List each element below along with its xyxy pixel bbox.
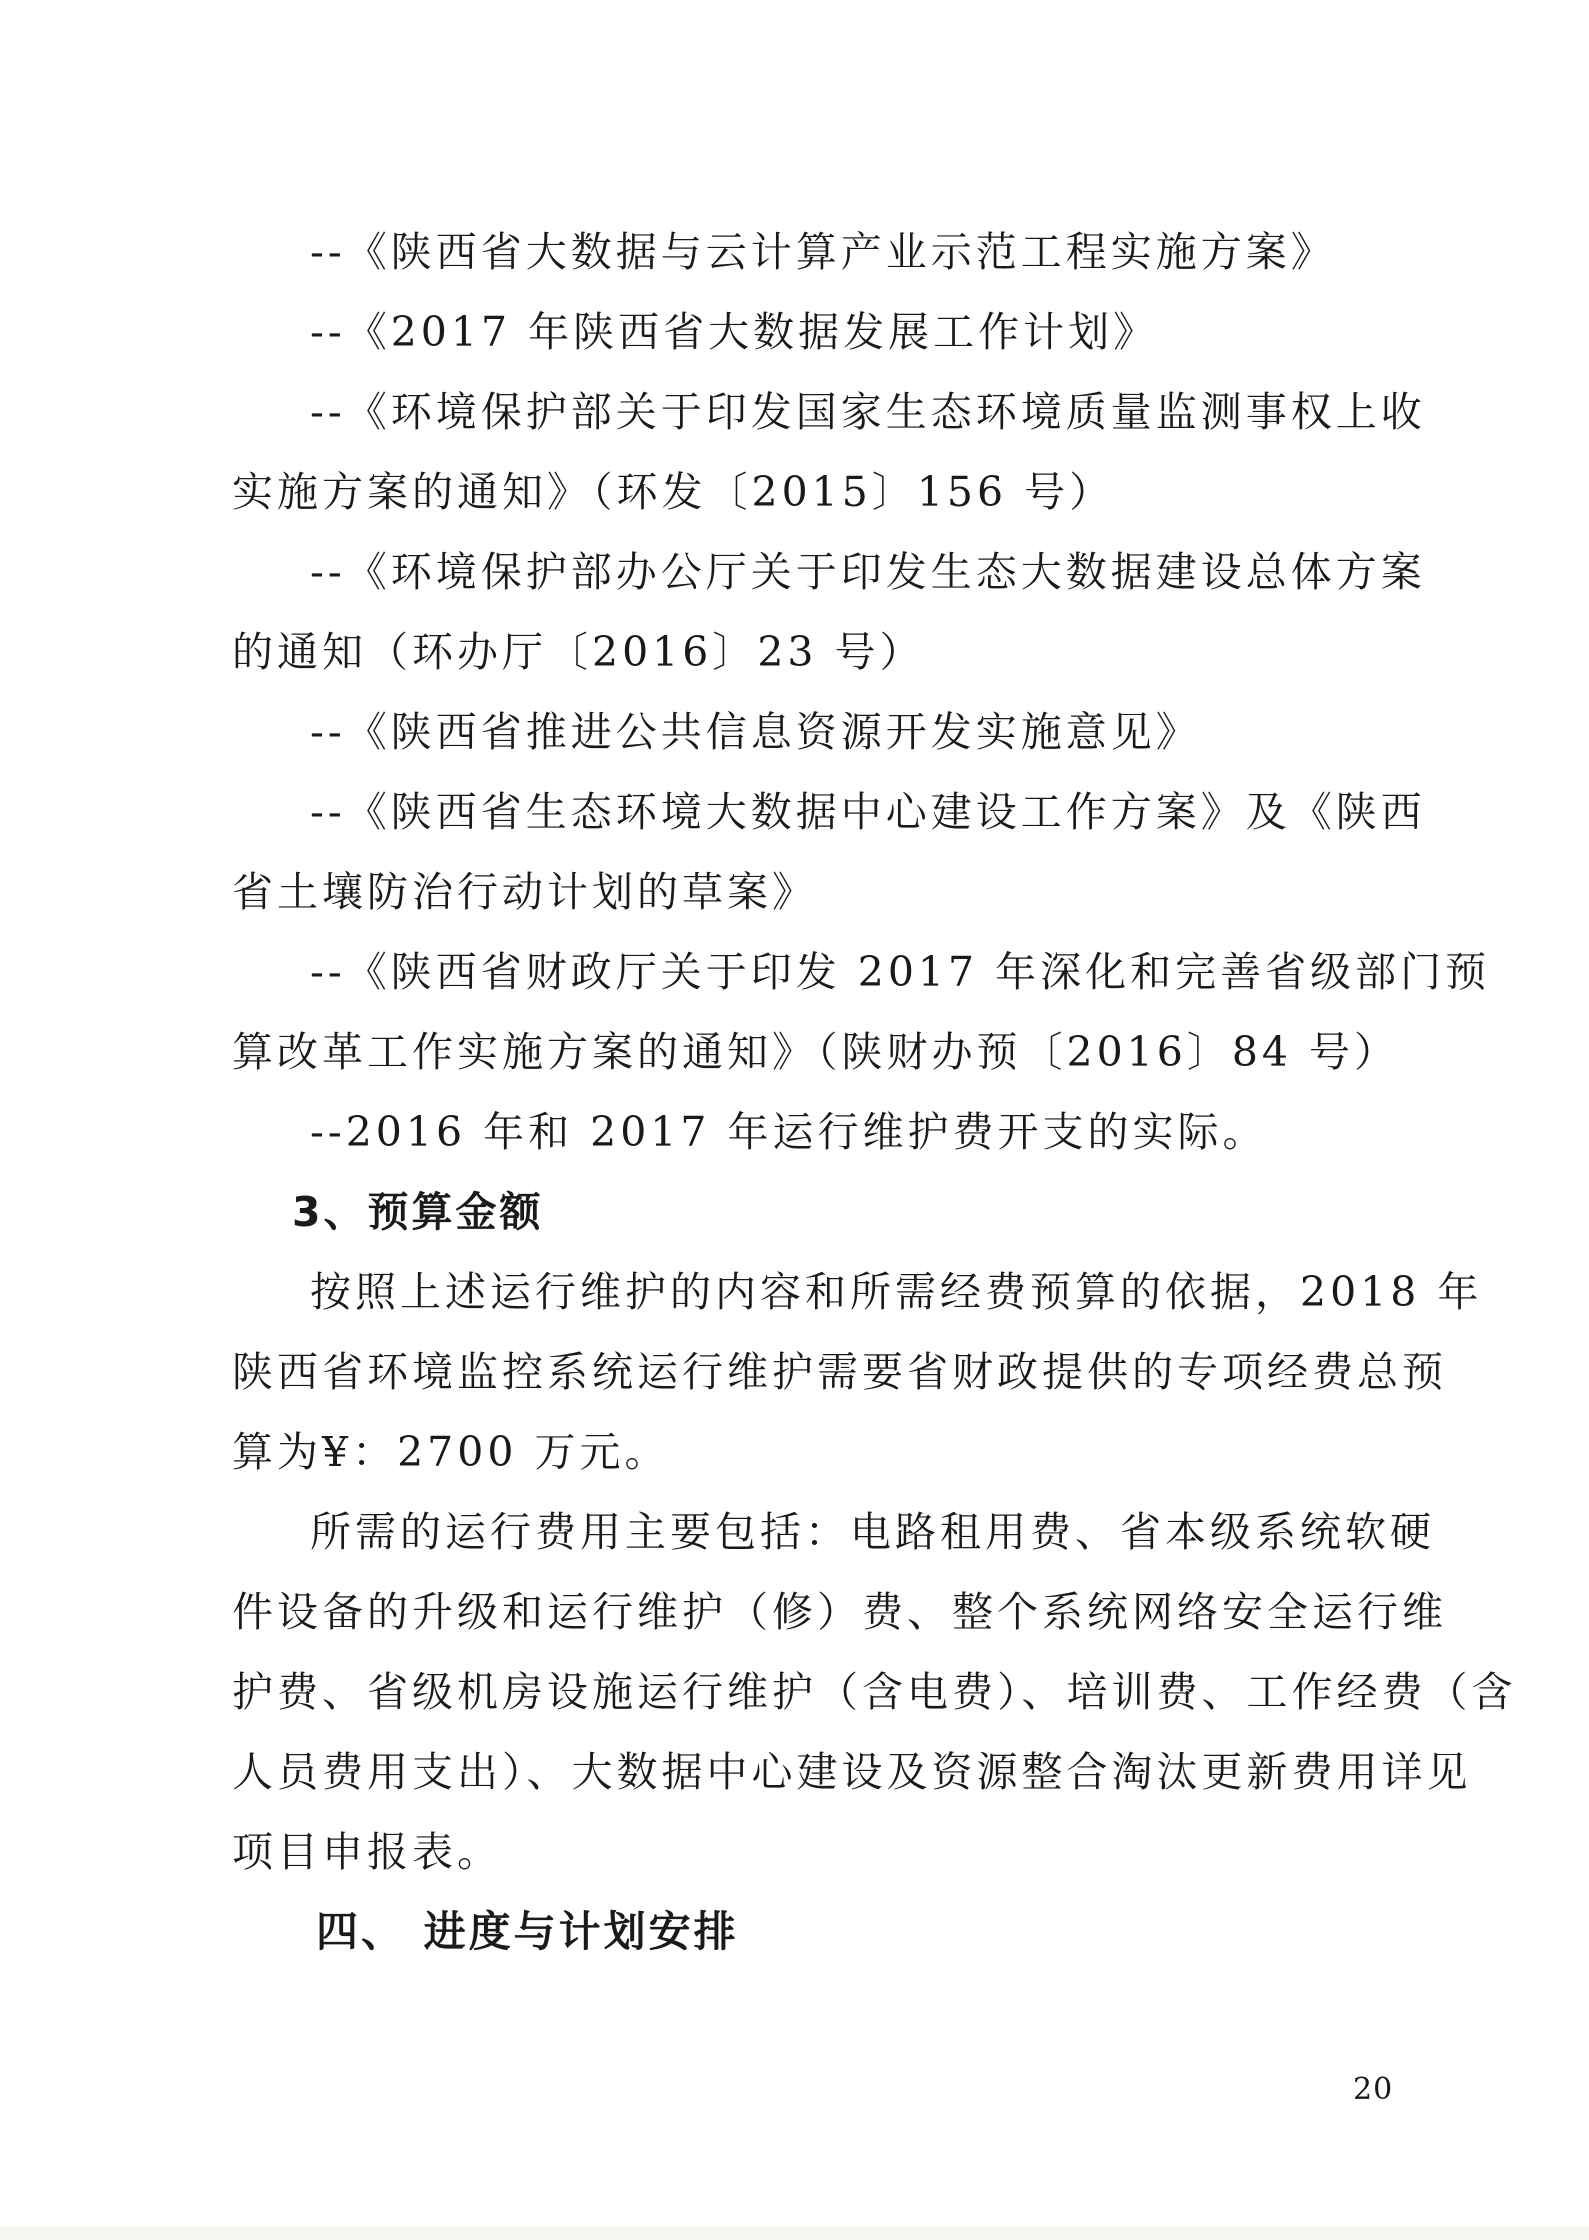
reference-line: --《陕西省财政厅关于印发 2017 年深化和完善省级部门预 <box>310 948 1491 996</box>
paragraph-line: 项目申报表。 <box>232 1828 502 1876</box>
chapter-heading: 四、 进度与计划安排 <box>316 1907 739 1956</box>
reference-line: --2016 年和 2017 年运行维护费开支的实际。 <box>310 1108 1268 1156</box>
reference-line: --《陕西省生态环境大数据中心建设工作方案》及《陕西 <box>310 788 1426 836</box>
paragraph-line: 件设备的升级和运行维护（修）费、整个系统网络安全运行维 <box>232 1588 1447 1636</box>
paragraph-line: 陕西省环境监控系统运行维护需要省财政提供的专项经费总预 <box>232 1348 1447 1396</box>
reference-line: --《2017 年陕西省大数据发展工作计划》 <box>310 308 1159 356</box>
paragraph-line: 人员费用支出）、大数据中心建设及资源整合淘汰更新费用详见 <box>232 1748 1472 1796</box>
paragraph-line: 所需的运行费用主要包括：电路租用费、省本级系统软硬 <box>310 1508 1435 1556</box>
reference-line-continuation: 省土壤防治行动计划的草案》 <box>232 868 817 916</box>
reference-line: --《陕西省推进公共信息资源开发实施意见》 <box>310 708 1201 756</box>
paragraph-line: 算为¥：2700 万元。 <box>232 1428 670 1476</box>
paragraph-line: 护费、省级机房设施运行维护（含电费）、培训费、工作经费（含 <box>232 1668 1517 1716</box>
reference-line-continuation: 算改革工作实施方案的通知》（陕财办预〔2016〕84 号） <box>232 1028 1400 1076</box>
section-heading: 3、预算金额 <box>292 1188 544 1236</box>
paragraph-line: 按照上述运行维护的内容和所需经费预算的依据，2018 年 <box>310 1268 1483 1316</box>
reference-line: --《陕西省大数据与云计算产业示范工程实施方案》 <box>310 228 1336 276</box>
reference-line: --《环境保护部关于印发国家生态环境质量监测事权上收 <box>310 388 1426 436</box>
reference-line-continuation: 的通知（环办厅〔2016〕23 号） <box>232 628 925 676</box>
reference-line-continuation: 实施方案的通知》（环发〔2015〕156 号） <box>232 468 1115 516</box>
scan-edge <box>0 2226 1589 2240</box>
reference-line: --《环境保护部办公厅关于印发生态大数据建设总体方案 <box>310 548 1426 596</box>
page-number: 20 <box>1353 2072 1394 2107</box>
